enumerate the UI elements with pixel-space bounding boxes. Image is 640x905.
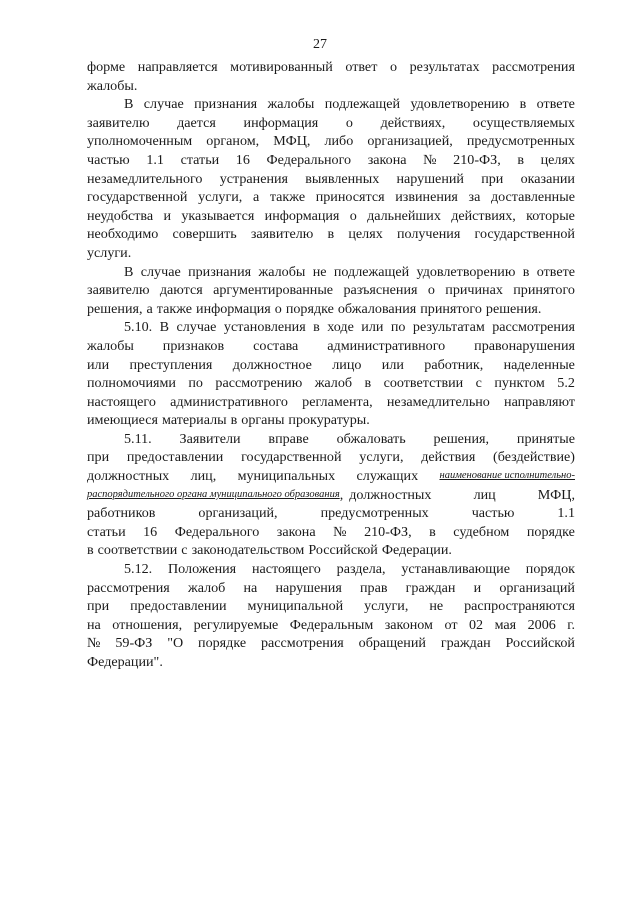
underlined-placeholder: наименование исполнительно- bbox=[439, 470, 575, 482]
word: целях bbox=[348, 226, 383, 243]
word: заявителю bbox=[87, 282, 150, 299]
word: 59-ФЗ bbox=[115, 635, 153, 652]
word: информация bbox=[196, 300, 271, 317]
word: 1.1 bbox=[557, 505, 575, 522]
word: 5.11. bbox=[124, 430, 152, 447]
word: в bbox=[429, 523, 436, 540]
word: необходимо bbox=[87, 226, 159, 243]
word: настоящего bbox=[251, 561, 321, 578]
word: направляют bbox=[504, 393, 575, 410]
word: дается bbox=[177, 114, 216, 131]
word: услуги, bbox=[359, 449, 404, 466]
word: в bbox=[517, 151, 524, 168]
word: преступления bbox=[129, 356, 213, 373]
word: с bbox=[475, 375, 482, 392]
word: прокуратуры. bbox=[288, 412, 370, 429]
word: частью bbox=[471, 505, 515, 522]
word: Федерации". bbox=[87, 654, 163, 670]
word: в bbox=[87, 542, 94, 559]
text-line bbox=[87, 597, 575, 616]
word: Положения bbox=[168, 561, 237, 578]
word: порядке bbox=[526, 523, 575, 540]
word: заявителю bbox=[87, 114, 150, 131]
word: 1.1 bbox=[146, 151, 164, 168]
word: в bbox=[519, 96, 527, 113]
word: даются bbox=[159, 282, 203, 299]
word: заявителю bbox=[250, 226, 314, 243]
word: не bbox=[429, 598, 444, 615]
text-line bbox=[87, 579, 575, 598]
word: Федерации. bbox=[381, 542, 452, 559]
page-number: 27 bbox=[313, 37, 327, 52]
word: получения bbox=[396, 226, 461, 243]
word: организацией, bbox=[367, 133, 453, 150]
text-line bbox=[87, 151, 575, 170]
word: случае bbox=[176, 319, 217, 336]
text-line bbox=[87, 430, 575, 449]
word: № bbox=[333, 523, 347, 540]
word: 5.12. bbox=[124, 561, 153, 578]
word: в bbox=[230, 412, 238, 429]
word: жалобы bbox=[258, 263, 306, 280]
word: извинения bbox=[395, 189, 458, 206]
word: вправе bbox=[268, 430, 309, 447]
text-line bbox=[87, 504, 575, 523]
text-line bbox=[87, 356, 575, 375]
word: признания bbox=[188, 263, 252, 280]
word: соответствии bbox=[383, 375, 464, 392]
line-tail bbox=[343, 486, 575, 505]
word: доставленные bbox=[490, 189, 575, 206]
word: форме bbox=[87, 59, 126, 75]
word: или bbox=[381, 356, 404, 373]
word: удовлетворению bbox=[416, 263, 516, 280]
word: закона bbox=[276, 523, 316, 540]
word: граждан bbox=[405, 579, 456, 596]
text-line bbox=[87, 448, 575, 467]
text-line bbox=[87, 411, 575, 430]
text-line bbox=[87, 300, 575, 319]
word: и bbox=[473, 579, 482, 596]
word: решения, bbox=[433, 430, 490, 447]
word: за bbox=[468, 189, 481, 206]
word: (бездействие) bbox=[493, 449, 575, 466]
word: В bbox=[124, 263, 134, 280]
word: действиях, bbox=[380, 114, 446, 131]
word: 210-ФЗ, bbox=[364, 523, 412, 540]
word: удовлетворению bbox=[410, 96, 510, 113]
word: предоставлении bbox=[126, 449, 224, 466]
word: государственной bbox=[241, 449, 342, 466]
word: незамедлительного bbox=[87, 170, 203, 187]
word: информация bbox=[243, 114, 319, 131]
text-line bbox=[87, 95, 575, 114]
word: или bbox=[87, 356, 110, 373]
word: судебном bbox=[453, 523, 510, 540]
word: порядке bbox=[198, 635, 247, 652]
word: должностных bbox=[87, 468, 170, 485]
text-line bbox=[87, 634, 575, 653]
word: о bbox=[274, 300, 282, 317]
word: направляется bbox=[137, 59, 218, 75]
word: муниципальных bbox=[237, 468, 336, 485]
word: по bbox=[188, 375, 203, 392]
word: организаций bbox=[499, 579, 575, 596]
word: также bbox=[269, 189, 306, 206]
word: лицо bbox=[332, 356, 362, 373]
word: рассмотрения bbox=[87, 579, 170, 596]
word: обжаловать bbox=[336, 430, 406, 447]
text-line bbox=[87, 132, 575, 151]
word: 2006 bbox=[527, 616, 556, 633]
word: состава bbox=[253, 337, 299, 354]
word: материалы bbox=[162, 412, 227, 429]
word: установления bbox=[223, 319, 306, 336]
word: при bbox=[87, 449, 110, 466]
word: ответ bbox=[345, 59, 378, 75]
word: жалобы bbox=[87, 337, 134, 354]
word: должностных bbox=[349, 486, 432, 503]
text-line bbox=[87, 486, 575, 505]
word: ответе bbox=[536, 96, 575, 113]
word: по bbox=[390, 319, 406, 336]
word: рассмотрения bbox=[492, 319, 575, 336]
word: служащих bbox=[356, 468, 419, 485]
word: решения, bbox=[87, 300, 143, 317]
text-line bbox=[87, 653, 575, 672]
word: принятого bbox=[513, 282, 575, 299]
word: Федерального bbox=[266, 151, 352, 168]
word: устанавливающие bbox=[401, 561, 510, 578]
word: статьи bbox=[87, 523, 126, 540]
word: мотивированный bbox=[230, 59, 333, 75]
word: и bbox=[163, 207, 171, 224]
word: в bbox=[313, 319, 320, 336]
word: информация bbox=[264, 207, 340, 224]
word: принятые bbox=[516, 430, 575, 447]
text-line bbox=[87, 337, 575, 356]
word: уполномоченным bbox=[87, 133, 193, 150]
word: статьи bbox=[180, 151, 220, 168]
word: 5.10. bbox=[124, 319, 153, 336]
word: случае bbox=[140, 263, 181, 280]
text-line bbox=[87, 281, 575, 300]
word: в bbox=[327, 226, 335, 243]
word: результатам bbox=[412, 319, 485, 336]
word: частью bbox=[87, 151, 130, 168]
punctuation: , bbox=[339, 486, 344, 503]
word: г. bbox=[567, 616, 575, 633]
word: о bbox=[349, 207, 357, 224]
word: наделенные bbox=[503, 356, 575, 373]
word: действия bbox=[421, 449, 476, 466]
word: рассмотрению bbox=[215, 375, 303, 392]
word: при bbox=[87, 598, 110, 615]
word: административного bbox=[327, 337, 446, 354]
word: ходе bbox=[327, 319, 354, 336]
word: признания bbox=[194, 96, 258, 113]
word: при bbox=[481, 170, 504, 187]
word: настоящего bbox=[87, 393, 156, 410]
word: лиц, bbox=[190, 468, 217, 485]
word: 02 bbox=[468, 616, 484, 633]
text-line bbox=[87, 374, 575, 393]
text-line bbox=[87, 77, 575, 96]
word: услуги. bbox=[87, 244, 132, 261]
word: в bbox=[522, 263, 530, 280]
word: также bbox=[156, 300, 193, 317]
word: лиц bbox=[473, 486, 496, 503]
word: жалобы bbox=[267, 96, 315, 113]
text-line bbox=[87, 114, 575, 133]
word: 16 bbox=[235, 151, 250, 168]
word: соответствии bbox=[97, 542, 178, 559]
word: либо bbox=[324, 133, 354, 150]
word: предусмотренных bbox=[320, 505, 429, 522]
word: результатах bbox=[409, 59, 480, 75]
word: предоставлении bbox=[130, 598, 227, 615]
word: не bbox=[312, 263, 327, 280]
word: рассмотрения bbox=[260, 635, 344, 652]
text-line bbox=[87, 467, 575, 486]
word: которые bbox=[526, 207, 575, 224]
word: случае bbox=[143, 96, 184, 113]
word: МФЦ, bbox=[537, 486, 575, 503]
word: 210-ФЗ, bbox=[453, 151, 501, 168]
word: Российской bbox=[308, 542, 378, 559]
word: органом, bbox=[206, 133, 260, 150]
word: причинах bbox=[445, 282, 503, 299]
word: приносятся bbox=[315, 189, 385, 206]
word: имеющиеся bbox=[87, 412, 158, 429]
word: жалоб bbox=[187, 579, 226, 596]
word: государственной bbox=[474, 226, 575, 243]
word: действиях, bbox=[451, 207, 516, 224]
word: оказании bbox=[520, 170, 575, 187]
word: мая bbox=[494, 616, 517, 633]
word: В bbox=[159, 319, 170, 336]
word: о bbox=[427, 282, 435, 299]
word: с bbox=[181, 542, 188, 559]
word: государственной bbox=[87, 189, 188, 206]
text-line bbox=[87, 170, 575, 189]
word: от bbox=[444, 616, 458, 633]
text-line bbox=[87, 225, 575, 244]
word: решения. bbox=[485, 300, 542, 317]
word: ответе bbox=[536, 263, 575, 280]
word: услуги, bbox=[198, 189, 243, 206]
word: № bbox=[423, 151, 437, 168]
word: работник, bbox=[424, 356, 484, 373]
text-line bbox=[87, 541, 575, 560]
word: а bbox=[146, 300, 153, 317]
word: признаков bbox=[162, 337, 225, 354]
word: МФЦ, bbox=[273, 133, 311, 150]
text-line bbox=[87, 318, 575, 337]
word: выявленных bbox=[305, 170, 380, 187]
text-line bbox=[87, 393, 575, 412]
word: законом bbox=[384, 616, 433, 633]
word: законодательством bbox=[191, 542, 305, 559]
word: работников bbox=[87, 505, 156, 522]
word: подлежащей bbox=[333, 263, 410, 280]
word: на bbox=[243, 579, 258, 596]
word: полномочиями bbox=[87, 375, 176, 392]
text-line bbox=[87, 263, 575, 282]
text-line bbox=[87, 58, 575, 77]
word: В bbox=[124, 96, 134, 113]
word: административного bbox=[170, 393, 288, 410]
word: Заявители bbox=[179, 430, 241, 447]
word: подлежащей bbox=[324, 96, 401, 113]
word: указывается bbox=[181, 207, 255, 224]
word: рассмотрения bbox=[492, 59, 575, 75]
word: регламента, bbox=[302, 393, 373, 410]
word: должностное bbox=[232, 356, 312, 373]
word: о bbox=[345, 114, 353, 131]
text-line bbox=[87, 207, 575, 226]
word: незамедлительно bbox=[386, 393, 490, 410]
word: нарушения bbox=[275, 579, 342, 596]
text-line bbox=[87, 523, 575, 542]
word: услуги, bbox=[364, 598, 409, 615]
word: прав bbox=[360, 579, 388, 596]
word: разъяснения bbox=[343, 282, 418, 299]
word: организаций, bbox=[198, 505, 278, 522]
word: распространяются bbox=[464, 598, 575, 615]
document-body bbox=[87, 58, 575, 672]
word: муниципальной bbox=[247, 598, 344, 615]
word: осуществляемых bbox=[472, 114, 575, 131]
text-line bbox=[87, 188, 575, 207]
word: целях bbox=[540, 151, 575, 168]
word: № bbox=[87, 635, 101, 652]
word: обжалования bbox=[337, 300, 417, 317]
text-line bbox=[87, 244, 575, 263]
word: жалоб bbox=[314, 375, 353, 392]
text-line bbox=[87, 616, 575, 635]
word: регулируемые bbox=[193, 616, 279, 633]
word: в bbox=[364, 375, 372, 392]
word: дальнейших bbox=[367, 207, 441, 224]
word: предусмотренных bbox=[466, 133, 575, 150]
word: граждан bbox=[440, 635, 491, 652]
word: пунктом bbox=[494, 375, 545, 392]
word: о bbox=[389, 59, 397, 75]
word: Российской bbox=[505, 635, 575, 652]
word: порядок bbox=[525, 561, 575, 578]
word: Федерального bbox=[174, 523, 260, 540]
word: 5.2 bbox=[557, 375, 575, 392]
word: обращений bbox=[358, 635, 426, 652]
word: или bbox=[361, 319, 384, 336]
word: принятого bbox=[420, 300, 482, 317]
word: неудобства bbox=[87, 207, 154, 224]
word: совершить bbox=[172, 226, 237, 243]
word: порядке bbox=[285, 300, 334, 317]
word: жалобы. bbox=[87, 77, 138, 94]
word: 16 bbox=[143, 523, 158, 540]
word: нарушений bbox=[396, 170, 464, 187]
text-line bbox=[87, 560, 575, 579]
word: отношения, bbox=[112, 616, 183, 633]
word: закона bbox=[367, 151, 407, 168]
underlined-placeholder: распорядительного органа муниципального образования bbox=[87, 488, 340, 500]
word: "О bbox=[167, 635, 184, 652]
word: аргументированные bbox=[213, 282, 334, 299]
word: раздела, bbox=[336, 561, 386, 578]
word: правонарушения bbox=[474, 337, 575, 354]
word: а bbox=[252, 189, 260, 206]
word: устранения bbox=[219, 170, 289, 187]
word: Федеральным bbox=[289, 616, 374, 633]
word: органы bbox=[241, 412, 285, 429]
word: на bbox=[87, 616, 101, 633]
